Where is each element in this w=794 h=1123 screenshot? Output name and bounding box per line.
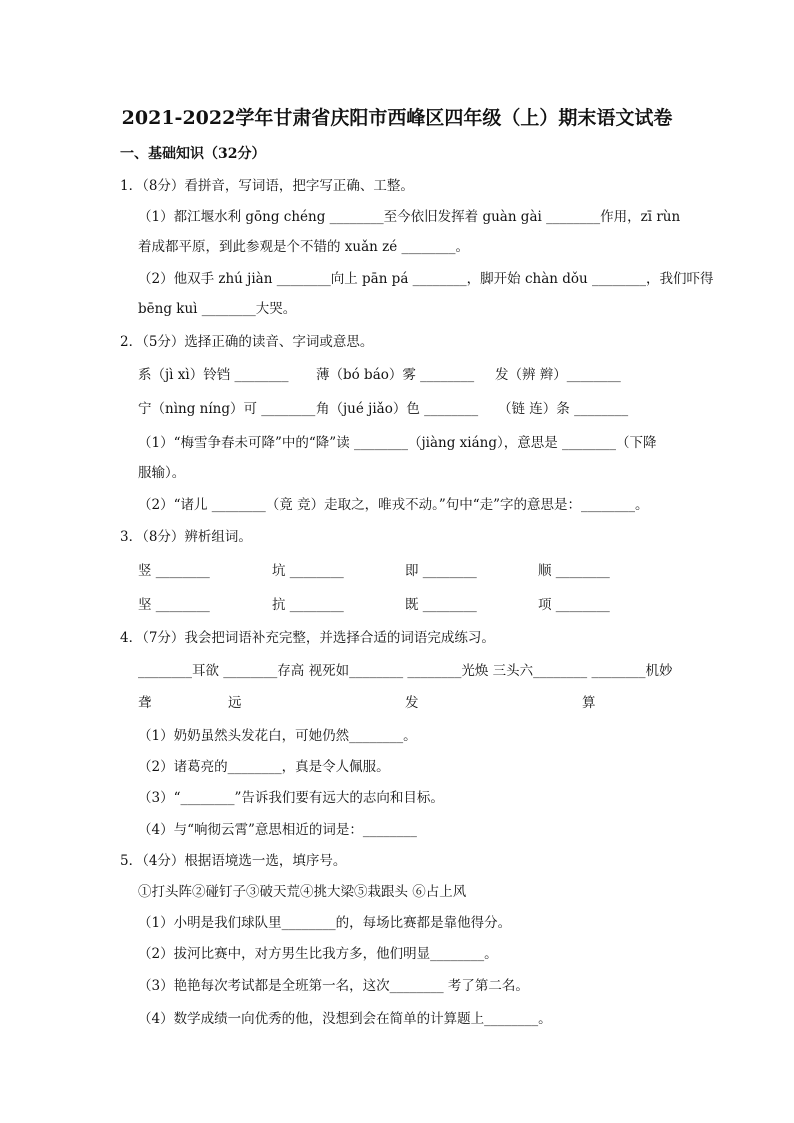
question-1-line: 着成都平原，到此参观是个不错的 xuǎn zé ________。 — [138, 239, 470, 255]
question-5-line: （4）数学成绩一向优秀的他，没想到会在简单的计算题上________。 — [138, 1011, 552, 1027]
question-3-item: 即 ________ — [405, 563, 477, 579]
question-3-item: 坑 ________ — [272, 563, 344, 579]
question-3-item: 坚 ________ — [138, 597, 210, 613]
question-1-line: bēng kuì ________大哭。 — [138, 301, 297, 317]
question-2-item: 角（jué jiǎo）色 ________ — [316, 401, 479, 417]
question-2-item: 薄（bó báo）雾 ________ — [316, 367, 475, 383]
question-3-item: 顺 ________ — [538, 563, 610, 579]
question-2-stem: 2．（5分）选择正确的读音、字词或意思。 — [120, 334, 374, 350]
question-4-line: （4）与“响彻云霄”意思相近的词是：________ — [138, 822, 417, 838]
question-2-line: （1）“梅雪争春未可降”中的“降”读 ________（jiàng xiáng），意思是 ________（下降 — [138, 435, 657, 451]
question-2-item: 宁（nìng níng）可 ________ — [138, 401, 316, 417]
question-1-line: （2）他双手 zhú jiàn ________向上 pān pá ________，脚开始 chàn dǒu ________，我们吓得 — [138, 271, 714, 287]
question-2-line: （2）“诸儿 ________（竟 竞）走取之，唯戎不动。”句中“走”字的意思是：________。 — [138, 497, 649, 513]
question-2-item: 系（jì xì）铃铛 ________ — [138, 367, 289, 383]
question-4-idiom-char: 远 — [228, 695, 242, 711]
question-3-item: 既 ________ — [405, 597, 477, 613]
question-3-item: 抗 ________ — [272, 597, 344, 613]
question-1-line: （1）都江堰水利 gōng chéng ________至今依旧发挥着 guàn gài ________作用，zī rùn — [138, 209, 681, 225]
question-5-stem: 5．（4分）根据语境选一选，填序号。 — [120, 853, 347, 869]
question-2-item: 发（辨 辫）________ — [495, 367, 621, 383]
question-5-line: （1）小明是我们球队里________的，每场比赛都是靠他得分。 — [138, 915, 512, 931]
question-4-idiom-char: 算 — [582, 695, 596, 711]
question-1-stem: 1．（8分）看拼音，写词语，把字写正确、工整。 — [120, 178, 414, 194]
question-4-line: （3）“________”告诉我们要有远大的志向和目标。 — [138, 790, 444, 806]
question-4-idioms: ________耳欲 ________存高 视死如________ ________光焕 三头六________ ________机妙 — [138, 663, 673, 679]
question-4-stem: 4．（7分）我会把词语补充完整，并选择合适的词语完成练习。 — [120, 630, 495, 646]
question-4-idiom-char: 发 — [405, 695, 419, 711]
section-heading: 一、基础知识（32分） — [120, 146, 266, 162]
question-5-line: （3）艳艳每次考试都是全班第一名，这次________ 考了第二名。 — [138, 978, 529, 994]
question-3-stem: 3．（8分）辨析组词。 — [120, 529, 252, 545]
question-5-line: （2）拔河比赛中，对方男生比我方多，他们明显________。 — [138, 946, 498, 962]
question-2-line: 服输）。 — [138, 465, 186, 481]
question-4-idiom-char: 聋 — [138, 695, 152, 711]
question-3-item: 项 ________ — [538, 597, 610, 613]
question-5-options: ①打头阵②碰钉子③破天荒④挑大梁⑤栽跟头 ⑥占上风 — [138, 884, 467, 900]
page-title: 2021-2022学年甘肃省庆阳市西峰区四年级（上）期末语文试卷 — [121, 107, 673, 129]
question-4-line: （2）诸葛亮的________，真是令人佩服。 — [138, 759, 390, 775]
question-2-item: （链 连）条 ________ — [498, 401, 629, 417]
question-3-item: 竖 ________ — [138, 563, 210, 579]
question-4-line: （1）奶奶虽然头发花白，可她仍然________。 — [138, 728, 417, 744]
